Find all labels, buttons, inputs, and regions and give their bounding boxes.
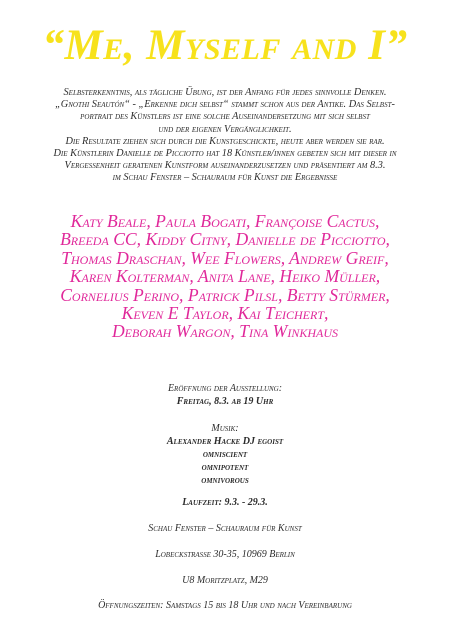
artist-line: Karen Kolterman, Anita Lane, Heiko Müller, (69, 266, 381, 287)
artist-line: Breeda CC, Kiddy Citny, Danielle de Picciotto, (60, 229, 390, 250)
opening-date: Freitag, 8.3. ab 19 Uhr (176, 396, 274, 407)
intro-line: Vergessenheit geratenen Kunstform auseinanderzusetzen und präsentiert am 8.3. (64, 160, 386, 172)
artist-line: Thomas Draschan, Wee Flowers, Andrew Greif, (61, 247, 389, 268)
opening-hours: Öffnungszeiten: Samstags 15 bis 18 Uhr und nach Vereinbarung (98, 600, 352, 611)
exhibition-title: “Me, Myself and I” (42, 22, 408, 69)
intro-line: Selbsterkenntnis, als tägliche Übung, ist der Anfang für jedes sinnvolle Denken. (63, 87, 387, 98)
music-line: omniscient (202, 449, 248, 460)
transit-info: U8 Moritzplatz, M29 (182, 575, 268, 586)
intro-text (20, 87, 430, 185)
artist-line: Keven E Taylor, Kai Teichert, (121, 303, 329, 324)
intro-line: „Gnothi Seautón“ - „Erkenne dich selbst“ stammt schon aus der Antike. Das Selbst- (55, 99, 395, 111)
music-line: omnivorous (201, 475, 249, 486)
artist-line: Katy Beale, Paula Bogati, Françoise Cactus, (70, 211, 380, 231)
intro-line: und der eigenen Vergänglichkeit. (158, 123, 292, 135)
intro-line: im Schau Fenster – Schauraum für Kunst die Ergebnisse (112, 172, 338, 184)
artist-line: Deborah Wargon, Tina Winkhaus (111, 321, 339, 342)
opening-label: Eröffnung der Ausstellung: (167, 383, 283, 394)
artist-list (10, 212, 440, 341)
music-line: omnipotent (201, 462, 249, 473)
music-label: Musik: (211, 423, 239, 434)
intro-line: Die Resultate ziehen sich durch die Kunstgeschickte, heute aber werden sie rar. (65, 135, 385, 147)
venue-name: Schau Fenster – Schauraum für Kunst (148, 523, 302, 534)
artist-line: Cornelius Perino, Patrick Pilsl, Betty Stürmer, (60, 284, 390, 305)
runtime: Laufzeit: 9.3. - 29.3. (182, 497, 268, 508)
venue-address: Lobeckstrasse 30-35, 10969 Berlin (155, 549, 295, 560)
intro-line: Die Künstlerin Danielle de Picciotto hat 18 Künstler/innen gebeten sich mit dieser in (53, 148, 397, 160)
music-line: Alexander Hacke DJ egoist (166, 436, 284, 447)
intro-line: portrait des Künstlers ist eine solche Auseinandersetzung mit sich selbst (80, 111, 370, 123)
